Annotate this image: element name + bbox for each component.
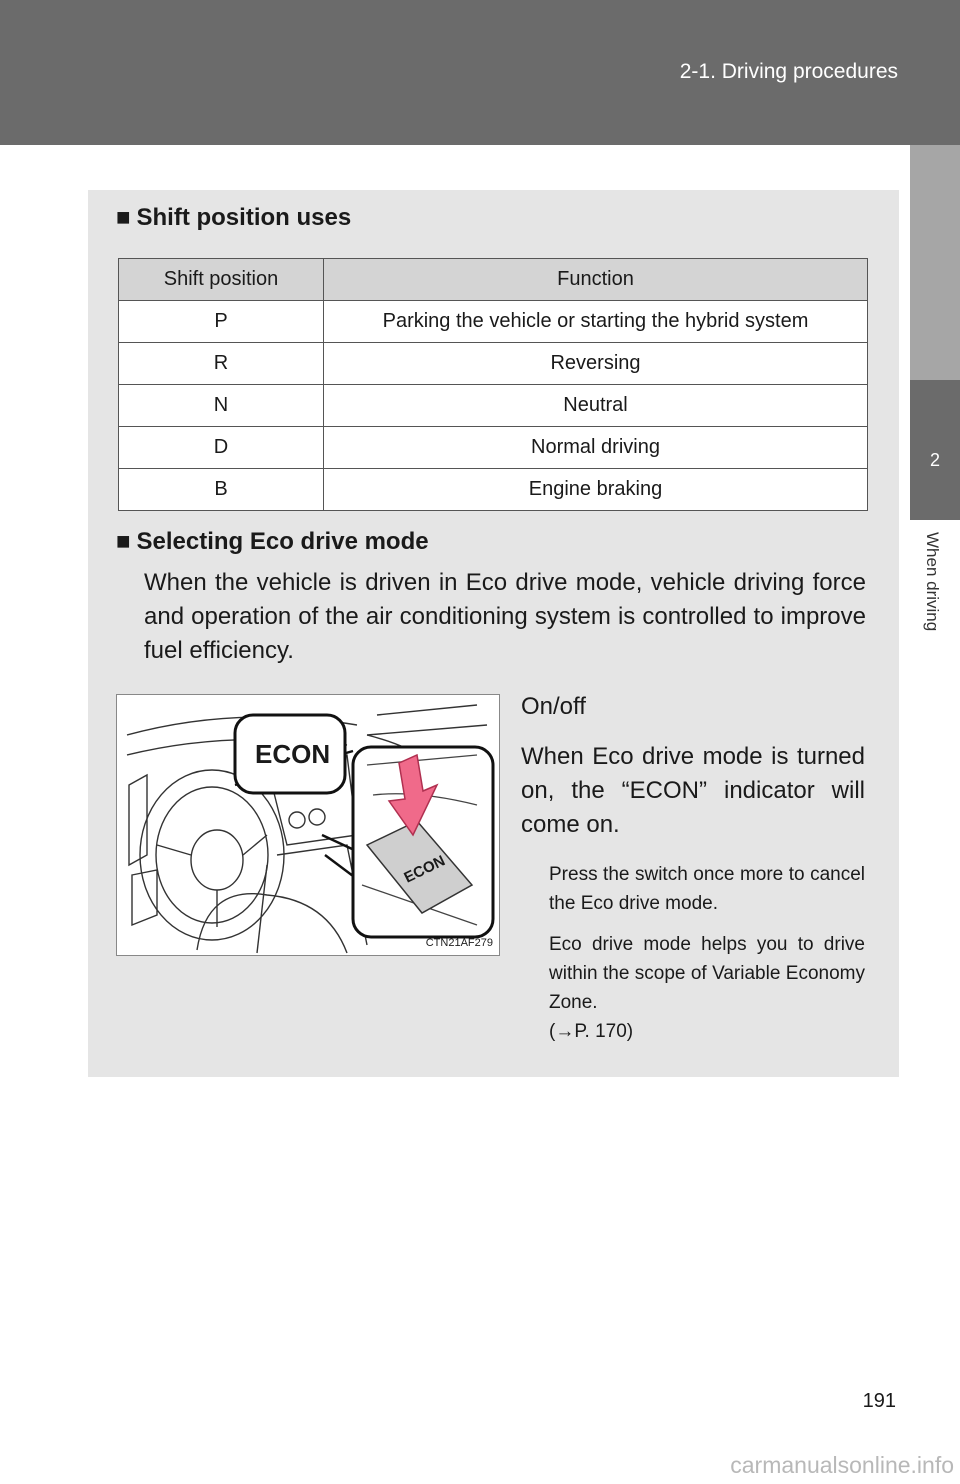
table-row bbox=[119, 301, 868, 343]
column-header-function: Function bbox=[324, 259, 868, 301]
table-cell-function: Parking the vehicle or starting the hybrid system bbox=[324, 301, 868, 343]
table-cell-position: B bbox=[119, 469, 324, 511]
table-header-row bbox=[119, 259, 868, 301]
square-marker-icon: ■ bbox=[116, 528, 131, 555]
table-cell-function: Engine braking bbox=[324, 469, 868, 511]
side-tab-number[interactable]: 2 bbox=[910, 380, 960, 520]
illustration-code: CTN21AF279 bbox=[425, 937, 493, 949]
column-header-shift-position: Shift position bbox=[119, 259, 324, 301]
table-cell-position: R bbox=[119, 343, 324, 385]
eco-switch-illustration bbox=[116, 694, 500, 956]
shift-position-table bbox=[118, 258, 868, 511]
side-edge bbox=[910, 145, 960, 380]
callout-econ-label: ECON bbox=[255, 739, 331, 769]
table-row bbox=[119, 427, 868, 469]
onoff-description: When Eco drive mode is turned on, the “ECON” indicator will come on. bbox=[521, 743, 865, 838]
table-row bbox=[119, 385, 868, 427]
section-heading-eco-text: Selecting Eco drive mode bbox=[136, 528, 429, 555]
table-row bbox=[119, 469, 868, 511]
table-cell-function: Neutral bbox=[324, 385, 868, 427]
page-reference-link[interactable]: (→P. 170) bbox=[549, 1021, 634, 1042]
side-tab-label-text: When driving bbox=[923, 532, 942, 632]
side-tab-label[interactable] bbox=[910, 520, 960, 680]
dashboard-illustration-icon bbox=[117, 695, 499, 955]
table-cell-function: Reversing bbox=[324, 343, 868, 385]
table-cell-function: Normal driving bbox=[324, 427, 868, 469]
watermark: carmanualsonline.info bbox=[730, 1452, 954, 1478]
page-header bbox=[0, 0, 960, 145]
table-row bbox=[119, 343, 868, 385]
page-number: 191 bbox=[862, 1390, 896, 1412]
table-cell-position: P bbox=[119, 301, 324, 343]
note-economy-zone bbox=[549, 930, 865, 1046]
section-heading-shift bbox=[116, 204, 351, 232]
square-marker-icon: ■ bbox=[116, 204, 131, 231]
header-title: 2-1. Driving procedures bbox=[679, 60, 898, 83]
table-cell-position: N bbox=[119, 385, 324, 427]
onoff-title: On/off bbox=[521, 693, 586, 720]
eco-mode-paragraph: When the vehicle is driven in Eco drive mode, vehicle driving force and operation of the air conditioning system is controlled to improve fuel efficiency. bbox=[144, 569, 866, 664]
note-economy-zone-text: Eco drive mode helps you to drive within the scope of Variable Economy Zone. bbox=[549, 934, 865, 1013]
table-cell-position: D bbox=[119, 427, 324, 469]
section-heading-shift-text: Shift position uses bbox=[136, 204, 352, 231]
section-heading-eco bbox=[116, 528, 429, 556]
switch-econ-label: ECON bbox=[401, 852, 448, 887]
note-cancel: Press the switch once more to cancel the Eco drive mode. bbox=[549, 864, 865, 914]
